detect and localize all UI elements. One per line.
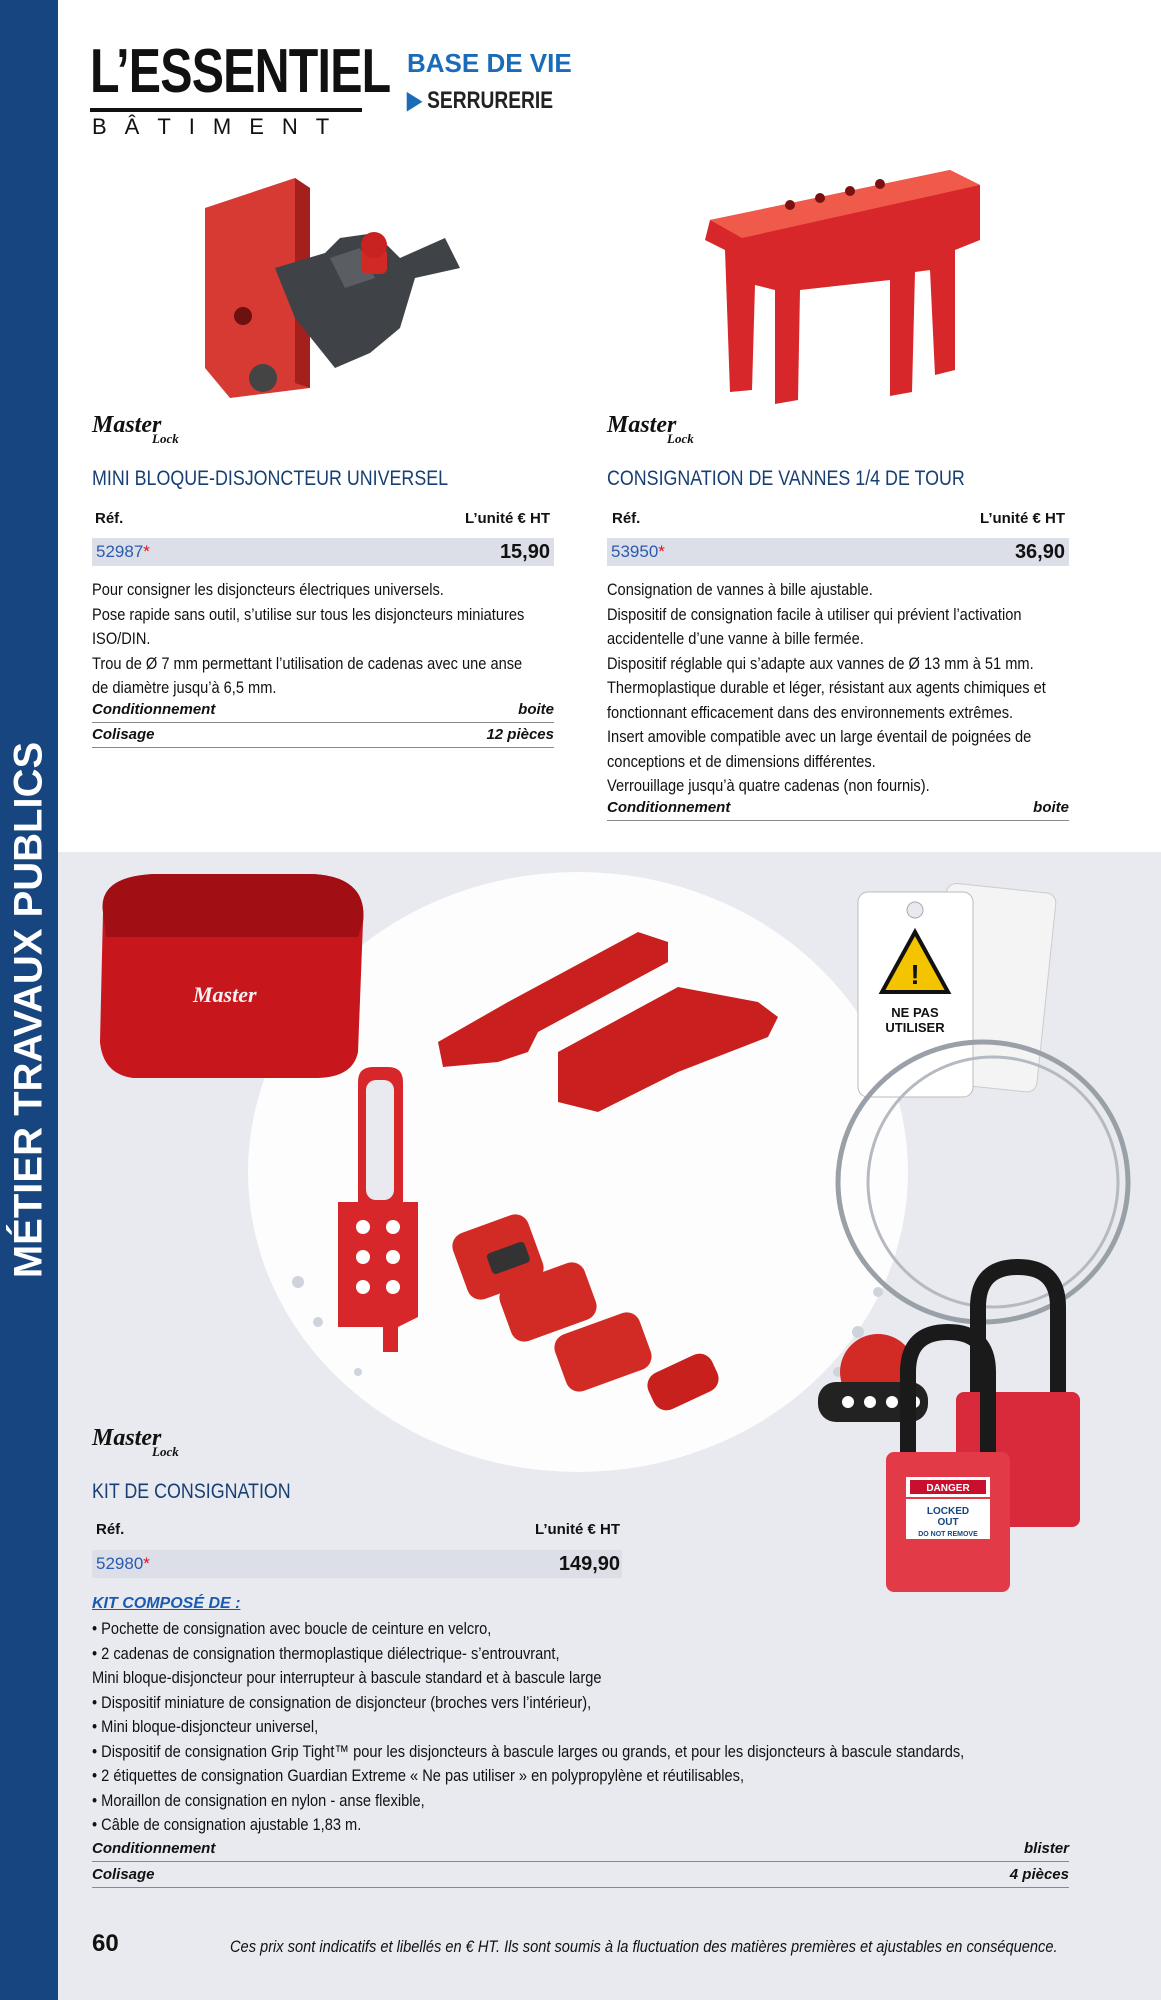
- ref-header: Réf.: [95, 510, 124, 527]
- divider: [607, 820, 1069, 821]
- price-header: L’unité € HT: [534, 1521, 620, 1538]
- kit-item: Mini bloque-disjoncteur pour interrupteur à bascule standard et à bascule large: [92, 1668, 602, 1687]
- ref-value: 52980*: [96, 1554, 150, 1573]
- ref-header: Réf.: [96, 1521, 125, 1538]
- kit-item: • Mini bloque-disjoncteur universel,: [92, 1717, 319, 1736]
- kit-item: • Dispositif miniature de consignation de disjoncteur (broches vers l’intérieur),: [92, 1692, 592, 1712]
- quantity-label: Colisage: [92, 1866, 155, 1883]
- page-number: 60: [92, 1930, 119, 1957]
- price-value: 149,90: [558, 1553, 620, 1575]
- valve-lockout-image: [680, 160, 1000, 410]
- divider: [92, 747, 554, 748]
- price-value: 15,90: [499, 541, 550, 563]
- price-header: L’unité € HT: [464, 510, 550, 527]
- tag-text-line2: UTILISER: [885, 1020, 945, 1035]
- packaging-value: blister: [1023, 1840, 1069, 1857]
- subcategory: [407, 86, 553, 115]
- quantity-label: Colisage: [92, 726, 155, 743]
- sidebar-label: MÉTIER TRAVAUX PUBLICS: [6, 741, 51, 1279]
- brand-logo: Master Lock: [607, 412, 694, 446]
- quantity-value: 4 pièces: [1009, 1866, 1069, 1883]
- svg-text:!: !: [910, 959, 920, 990]
- product-title: MINI BLOQUE-DISJONCTEUR UNIVERSEL: [92, 467, 449, 490]
- tag-text-line1: NE PAS: [891, 1005, 939, 1020]
- mini-breaker-lockout-image: [185, 168, 465, 408]
- packaging-value: boite: [1033, 799, 1069, 816]
- ref-value: 53950*: [611, 542, 665, 561]
- packaging-label: Conditionnement: [607, 799, 731, 816]
- padlock-out-label: OUT: [937, 1517, 959, 1528]
- packaging-label: Conditionnement: [92, 1840, 216, 1857]
- price-value: 36,90: [1014, 541, 1065, 563]
- kit-item: • Pochette de consignation avec boucle de ceinture en velcro,: [92, 1619, 492, 1638]
- brand-logo: Master Lock: [92, 1425, 179, 1459]
- packaging-label: Conditionnement: [92, 701, 216, 718]
- play-arrow-icon: ▶: [407, 87, 422, 114]
- kit-composition-title: KIT COMPOSÉ DE :: [92, 1595, 241, 1612]
- kit-item: • 2 étiquettes de consignation Guardian Extreme « Ne pas utiliser » en polypropylène et réutilisables,: [92, 1766, 745, 1785]
- padlock-danger-label: DANGER: [926, 1483, 970, 1494]
- pouch-brand-text: Master: [193, 982, 257, 1007]
- product-title: CONSIGNATION DE VANNES 1/4 DE TOUR: [607, 467, 965, 490]
- quantity-value: 12 pièces: [486, 726, 554, 743]
- kit-item: • Câble de consignation ajustable 1,83 m.: [92, 1815, 362, 1834]
- logo-subtitle: BÂTIMENT: [92, 114, 348, 139]
- divider: [92, 1887, 1069, 1888]
- padlock-locked-label: LOCKED: [926, 1506, 970, 1517]
- footer-note: Ces prix sont indicatifs et libellés en € HT. Ils sont soumis à la fluctuation des matières premières et ajustables en conséquence.: [230, 1937, 1058, 1956]
- ref-value: 52987*: [96, 542, 150, 561]
- logo-divider: [90, 108, 362, 112]
- kit-item: • Moraillon de consignation en nylon - anse flexible,: [92, 1790, 425, 1810]
- kit-item: • 2 cadenas de consignation thermoplastique diélectrique- s’entrouvrant,: [92, 1643, 560, 1663]
- divider: [92, 722, 554, 723]
- subcategory-label: SERRURERIE: [427, 87, 553, 114]
- ref-header: Réf.: [612, 510, 641, 527]
- kit-item-list: [92, 1617, 964, 1838]
- product-description: Pour consigner les disjoncteurs électriques universels. Pose rapide sans outil, s’utilise sur tous les disjoncteurs miniatures ISO/DIN. Trou de Ø 7 mm permettant l’utilisation de cadenas avec une anse de diamètre jusqu’à 6,5 mm.: [92, 580, 525, 697]
- sidebar-band: [0, 0, 58, 2000]
- brand-logo: Master Lock: [92, 412, 179, 446]
- packaging-value: boite: [518, 701, 554, 718]
- product-title: KIT DE CONSIGNATION: [92, 1480, 291, 1503]
- product-description: Consignation de vannes à bille ajustable. Dispositif de consignation facile à utiliser qui prévient l’activation accidentelle d’une vanne à bille fermée. Dispositif réglable qui s’adapte aux vannes de Ø 13 mm à 51 mm. Thermoplastique durable et léger, résistant aux agents chimiques et fonctionnant efficacement dans des environnements extrêmes. Insert amovible compatible avec un large éventail de poignées de conceptions et de dimensions différentes. Verrouillage jusqu’à quatre cadenas (non fournis).: [607, 580, 1046, 795]
- price-header: L’unité € HT: [979, 510, 1065, 527]
- kit-item: • Dispositif de consignation Grip Tight™ pour les disjoncteurs à bascule larges ou grands, et pour les disjoncteurs à bascule standards,: [92, 1741, 965, 1761]
- divider: [92, 1861, 1069, 1862]
- padlock-notice-label: DO NOT REMOVE: [918, 1531, 978, 1538]
- logo-title: L’ESSENTIEL: [90, 37, 391, 106]
- category-title: BASE DE VIE: [407, 48, 572, 78]
